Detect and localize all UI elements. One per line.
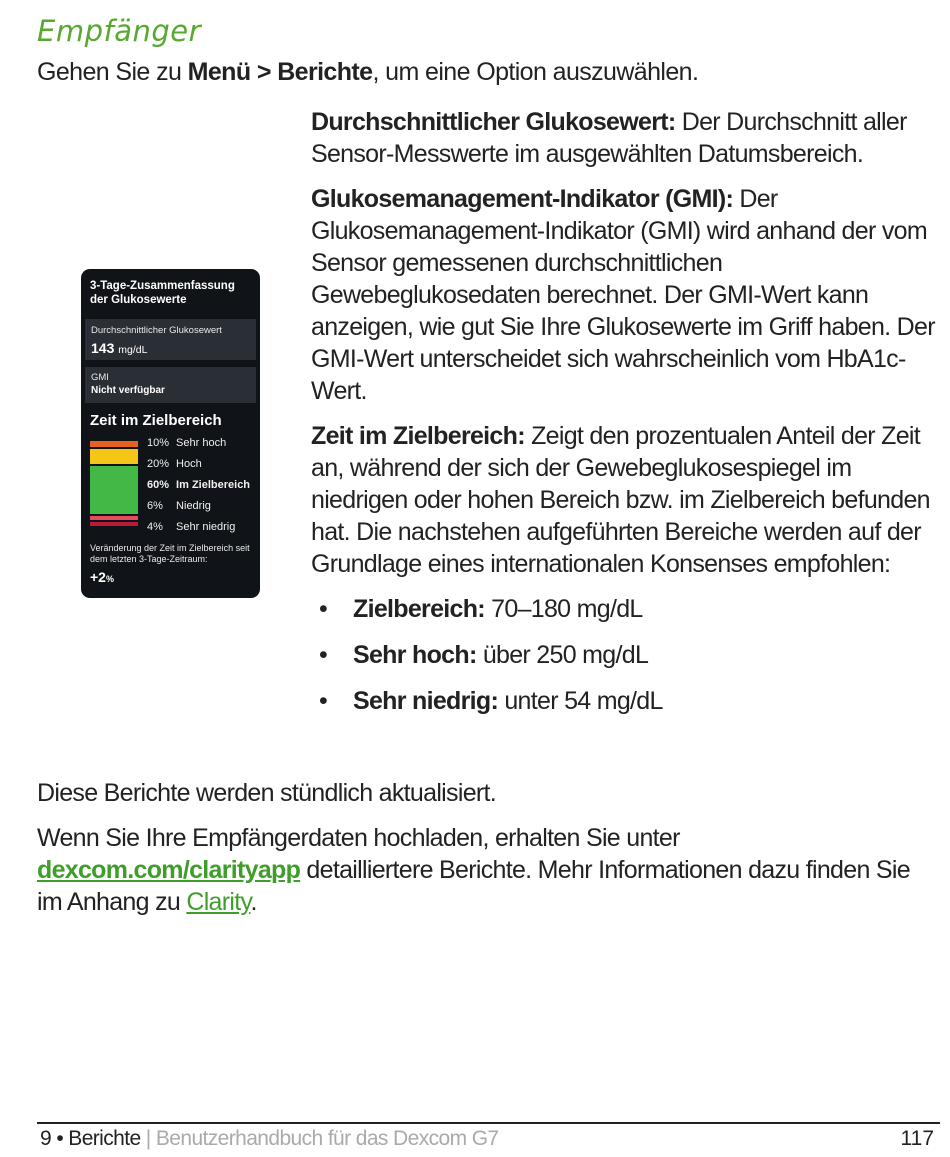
paragraph-average-glucose	[311, 106, 936, 170]
range-label: Niedrig	[173, 500, 211, 512]
average-glucose-unit: mg/dL	[118, 344, 148, 356]
body-paragraphs	[37, 777, 937, 918]
bullet-icon: •	[319, 641, 328, 669]
range-legend-item	[147, 500, 211, 512]
paragraph-time-in-range	[311, 420, 936, 580]
term-gmi: Glukosemanagement-Indikator (GMI):	[311, 185, 734, 213]
gmi-box	[85, 367, 256, 403]
footer-section: 9 • Berichte	[40, 1127, 141, 1150]
range-percent: 4%	[147, 521, 163, 533]
range-percent: 20%	[147, 458, 170, 470]
footer-separator: |	[140, 1127, 156, 1150]
gmi-value: Nicht verfügbar	[91, 385, 165, 396]
time-in-range-bar	[90, 441, 138, 528]
footer-divider	[37, 1122, 940, 1124]
range-segment	[90, 516, 138, 520]
report-summary-card	[81, 269, 260, 598]
intro-post: , um eine Option auszuwählen.	[372, 58, 699, 86]
list-item	[311, 685, 936, 717]
definition-average-glucose: Der Durchschnitt aller Sensor-Messwerte im ausgewählten Datumsbereich.	[311, 108, 907, 168]
range-legend-item	[147, 437, 226, 449]
bullet-icon: •	[319, 595, 328, 623]
range-term: Zielbereich:	[353, 595, 485, 623]
range-list	[311, 593, 936, 717]
footer-document-title: Benutzerhandbuch für das Dexcom G7	[155, 1127, 499, 1150]
upload-mid: detailliertere Berichte. Mehr Informationen dazu finden Sie im Anhang zu	[37, 856, 910, 916]
definition-gmi: Der Glukosemanagement-Indikator (GMI) wird anhand der vom Sensor gemessenen durchschnittlichen Gewebeglukosedaten berechnet. Der GMI-Wert kann anzeigen, wie gut Sie Ihre Glukosewerte im Griff haben. Der GMI-Wert unterscheidet sich wahrscheinlich vom HbA1c-Wert.	[311, 185, 935, 405]
range-percent: 6%	[147, 500, 163, 512]
range-legend-item	[147, 458, 202, 470]
change-value	[90, 569, 114, 585]
average-glucose-number: 143	[91, 340, 115, 356]
range-label: Sehr niedrig	[173, 521, 236, 533]
bullet-icon: •	[319, 687, 328, 715]
change-unit: %	[105, 574, 114, 584]
range-segment	[90, 449, 138, 464]
intro-menu-path: Menü > Berichte	[187, 58, 373, 86]
range-percent: 10%	[147, 437, 170, 449]
change-description: Veränderung der Zeit im Zielbereich seit dem letzten 3-Tage-Zeitraum:	[90, 543, 250, 564]
definitions-column	[311, 106, 936, 731]
time-in-range-title: Zeit im Zielbereich	[90, 412, 222, 429]
term-time-in-range: Zeit im Zielbereich:	[311, 422, 525, 450]
list-item	[311, 593, 936, 625]
average-glucose-value	[91, 340, 147, 356]
upload-paragraph	[37, 822, 937, 918]
term-average-glucose: Durchschnittlicher Glukosewert:	[311, 108, 676, 136]
clarity-app-link[interactable]: dexcom.com/clarityapp	[37, 856, 301, 884]
range-segment	[90, 466, 138, 514]
page-number: 117	[900, 1127, 934, 1150]
definition-time-in-range: Zeigt den prozentualen Anteil der Zeit an, während der sich der Gewebeglukosespiegel im niedrigen oder hohen Bereich bzw. im Zielbereich befunden hat. Die nachstehen aufgeführten Bereiche werden auf der Grundlage eines internationalen Konsenses empfohlen:	[311, 422, 930, 578]
paragraph-gmi	[311, 183, 936, 407]
intro-text	[37, 56, 698, 88]
range-segment	[90, 522, 138, 526]
intro-pre: Gehen Sie zu	[37, 58, 188, 86]
range-value: 70–180 mg/dL	[484, 595, 643, 623]
range-term: Sehr hoch:	[353, 641, 477, 669]
gmi-label: GMI	[91, 372, 109, 383]
footer-running-head	[40, 1127, 499, 1151]
list-item	[311, 639, 936, 671]
range-label: Hoch	[173, 458, 202, 470]
range-segment	[90, 441, 138, 447]
range-value: über 250 mg/dL	[476, 641, 649, 669]
range-value: unter 54 mg/dL	[498, 687, 663, 715]
upload-post: .	[250, 888, 257, 916]
section-heading: Empfänger	[37, 14, 202, 48]
range-percent: 60%	[147, 479, 170, 491]
clarity-appendix-link[interactable]: Clarity	[186, 888, 251, 916]
range-legend-item	[147, 479, 250, 491]
hourly-note: Diese Berichte werden stündlich aktualisiert.	[37, 779, 497, 807]
average-glucose-box	[85, 319, 256, 360]
average-glucose-label: Durchschnittlicher Glukosewert	[91, 325, 222, 336]
card-title: 3-Tage-Zusammenfassung der Glukosewerte	[90, 280, 235, 306]
change-number: +2	[90, 569, 106, 585]
range-label: Sehr hoch	[173, 437, 227, 449]
range-label: Im Zielbereich	[173, 479, 251, 491]
range-term: Sehr niedrig:	[353, 687, 499, 715]
upload-pre: Wenn Sie Ihre Empfängerdaten hochladen, erhalten Sie unter	[37, 824, 680, 852]
range-legend-item	[147, 521, 235, 533]
